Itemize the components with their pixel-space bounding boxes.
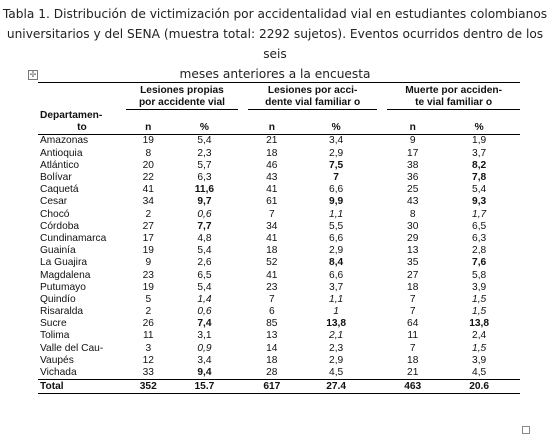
dept-cell: Risaralda xyxy=(40,306,84,318)
n-cell: 41 xyxy=(266,184,278,196)
spacer-cell xyxy=(377,196,387,208)
n-cell: 13 xyxy=(266,330,278,342)
spacer-cell xyxy=(377,245,387,257)
n-cell: 64 xyxy=(407,318,419,330)
pct-cell: 5,4 xyxy=(472,184,487,196)
spacer-cell xyxy=(377,282,387,294)
n-cell: 23 xyxy=(142,269,154,281)
dept-cell: Magdalena xyxy=(40,269,91,281)
col-n: n xyxy=(126,122,171,135)
spacer-cell xyxy=(238,330,248,342)
pct-cell: 3,4 xyxy=(197,354,212,366)
n-cell: 18 xyxy=(266,354,278,366)
pct-cell: 6,3 xyxy=(197,172,212,184)
table-row xyxy=(38,135,520,148)
n-cell: 19 xyxy=(142,135,154,147)
pct-cell: 9,7 xyxy=(197,196,212,208)
pct-cell: 1,9 xyxy=(472,135,487,147)
spacer-cell xyxy=(377,221,387,233)
spacer-cell xyxy=(377,233,387,245)
caption-line: Tabla 1. Distribución de victimización por accidentalidad vial en estudiantes colombianos xyxy=(2,7,548,21)
pct-cell: 2,9 xyxy=(329,245,344,257)
table-row xyxy=(38,269,520,281)
col-pct: % xyxy=(295,122,377,135)
n-cell: 7 xyxy=(409,293,416,305)
spacer-cell xyxy=(238,148,248,160)
pct-cell: 2,3 xyxy=(329,342,344,354)
dept-cell: Atlántico xyxy=(40,159,80,171)
pct-cell: 2,8 xyxy=(472,245,487,257)
pct-cell: 1,1 xyxy=(329,293,344,305)
table-row xyxy=(38,294,520,306)
n-cell: 8 xyxy=(409,208,416,220)
dept-cell: Córdoba xyxy=(40,220,80,232)
group-header-line: Lesiones por acci- xyxy=(267,85,358,96)
spacer-cell xyxy=(238,221,248,233)
spacer-cell xyxy=(377,148,387,160)
n-cell: 35 xyxy=(407,257,419,269)
pct-cell: 3,7 xyxy=(472,147,487,159)
n-cell: 8 xyxy=(145,147,152,159)
pct-cell: 7,4 xyxy=(197,318,212,330)
pct-cell: 6,6 xyxy=(329,184,344,196)
total-cell: 352 xyxy=(126,380,171,394)
spacer-cell xyxy=(377,135,387,148)
dept-cell: Cesar xyxy=(40,196,68,208)
group-header-line: te vial familiar o xyxy=(415,97,493,108)
pct-cell: 9,9 xyxy=(329,196,344,208)
group-header-line: Lesiones propias xyxy=(140,85,224,96)
pct-cell: 7 xyxy=(333,172,339,184)
pct-cell: 4,5 xyxy=(472,367,487,379)
n-cell: 41 xyxy=(266,232,278,244)
spacer-cell xyxy=(238,196,248,208)
pct-cell: 6,6 xyxy=(329,232,344,244)
col-pct: % xyxy=(438,122,520,135)
pct-cell: 5,4 xyxy=(197,135,212,147)
pct-cell: 2,1 xyxy=(329,330,344,342)
n-cell: 7 xyxy=(268,208,275,220)
spacer-cell xyxy=(377,160,387,172)
spacer-cell xyxy=(238,245,248,257)
table-caption xyxy=(0,4,550,84)
spacer-cell xyxy=(238,367,248,380)
victimization-table xyxy=(38,82,520,394)
pct-cell: 7,8 xyxy=(472,172,487,184)
spacer-cell xyxy=(238,269,248,281)
group-header-line: por accidente vial xyxy=(138,97,225,108)
spacer-cell xyxy=(377,209,387,221)
resize-handle[interactable] xyxy=(522,426,530,434)
dept-cell: Cundinamarca xyxy=(40,232,107,244)
n-cell: 20 xyxy=(142,159,154,171)
move-anchor-icon[interactable]: ✢ xyxy=(29,70,37,79)
dept-cell: Chocó xyxy=(40,208,70,220)
pct-cell: 1 xyxy=(333,306,339,318)
n-cell: 34 xyxy=(266,220,278,232)
n-cell: 34 xyxy=(142,196,154,208)
pct-cell: 1,5 xyxy=(472,306,487,318)
n-cell: 11 xyxy=(407,330,418,342)
n-cell: 7 xyxy=(409,342,416,354)
spacer-cell xyxy=(238,257,248,269)
pct-cell: 13,8 xyxy=(326,318,347,330)
n-cell: 13 xyxy=(407,245,419,257)
n-cell: 52 xyxy=(266,257,278,269)
pct-cell: 8,4 xyxy=(329,257,344,269)
spacer-cell xyxy=(377,306,387,318)
pct-cell: 0,6 xyxy=(197,306,212,318)
n-cell: 14 xyxy=(266,342,278,354)
pct-cell: 3,9 xyxy=(472,354,487,366)
table-row xyxy=(38,160,520,172)
spacer-cell xyxy=(238,282,248,294)
spacer-cell xyxy=(238,318,248,330)
pct-cell: 2,9 xyxy=(329,147,344,159)
spacer-cell xyxy=(238,160,248,172)
n-cell: 25 xyxy=(407,184,419,196)
pct-cell: 6,6 xyxy=(329,269,344,281)
dept-header-line: Departamen- xyxy=(40,110,103,122)
total-cell: 15.7 xyxy=(171,380,238,394)
spacer-cell xyxy=(238,172,248,184)
total-cell: 20.6 xyxy=(438,380,520,394)
pct-cell: 5,4 xyxy=(197,281,212,293)
dept-cell: Vichada xyxy=(40,367,77,379)
total-label: Total xyxy=(38,380,126,394)
n-cell: 61 xyxy=(266,196,278,208)
n-cell: 22 xyxy=(142,172,154,184)
n-cell: 36 xyxy=(407,172,419,184)
n-cell: 18 xyxy=(407,354,419,366)
group-header-lesiones-propias xyxy=(126,83,238,110)
pct-cell: 6,5 xyxy=(197,269,212,281)
n-cell: 23 xyxy=(266,281,278,293)
dept-cell: Antioquia xyxy=(40,147,83,159)
pct-cell: 13,8 xyxy=(469,318,490,330)
spacer-cell xyxy=(238,355,248,367)
table-row xyxy=(38,355,520,367)
group-header-line: dente vial familiar o xyxy=(265,97,361,108)
dept-header xyxy=(38,83,126,110)
spacer-cell xyxy=(377,184,387,196)
dept-cell: Vaupés xyxy=(40,354,74,366)
table-row xyxy=(38,209,520,221)
table-row xyxy=(38,330,520,342)
n-cell: 27 xyxy=(407,269,419,281)
spacer-cell xyxy=(238,135,248,148)
n-cell: 2 xyxy=(145,306,152,318)
table-row xyxy=(38,233,520,245)
n-cell: 17 xyxy=(142,232,154,244)
pct-cell: 1,1 xyxy=(329,208,344,220)
pct-cell: 2,6 xyxy=(197,257,212,269)
pct-cell: 5,5 xyxy=(329,220,344,232)
n-cell: 12 xyxy=(142,354,154,366)
table-row xyxy=(38,367,520,380)
pct-cell: 2,9 xyxy=(329,354,344,366)
n-cell: 3 xyxy=(145,342,152,354)
pct-cell: 6,3 xyxy=(472,232,487,244)
n-cell: 5 xyxy=(145,293,152,305)
n-cell: 21 xyxy=(266,135,278,147)
dept-cell: Amazonas xyxy=(40,135,89,147)
spacer-cell xyxy=(377,294,387,306)
dept-cell: Tolima xyxy=(40,330,70,342)
spacer-cell xyxy=(238,343,248,355)
spacer-cell xyxy=(238,294,248,306)
dept-cell: Bolívar xyxy=(40,172,72,184)
table-body xyxy=(38,135,520,380)
n-cell: 38 xyxy=(407,159,419,171)
pct-cell: 6,5 xyxy=(472,220,487,232)
dept-cell: Putumayo xyxy=(40,281,86,293)
n-cell: 26 xyxy=(142,318,154,330)
pct-cell: 0,9 xyxy=(197,342,212,354)
dept-cell: Sucre xyxy=(40,318,67,330)
spacer-cell xyxy=(377,343,387,355)
n-cell: 29 xyxy=(407,232,419,244)
n-cell: 7 xyxy=(409,306,416,318)
pct-cell: 11,6 xyxy=(194,184,215,196)
group-header-lesiones-familiar xyxy=(248,83,377,110)
pct-cell: 7,6 xyxy=(472,257,487,269)
n-cell: 85 xyxy=(266,318,278,330)
pct-cell: 2,4 xyxy=(472,330,487,342)
col-pct: % xyxy=(171,122,238,135)
total-cell: 617 xyxy=(248,380,295,394)
pct-cell: 5,7 xyxy=(197,159,212,171)
total-cell: 27.4 xyxy=(295,380,377,394)
n-cell: 6 xyxy=(268,306,275,318)
col-n: n xyxy=(248,122,295,135)
table-row xyxy=(38,318,520,330)
pct-cell: 0,6 xyxy=(197,208,212,220)
spacer-cell xyxy=(238,209,248,221)
pct-cell: 1,7 xyxy=(472,208,487,220)
pct-cell: 5,8 xyxy=(472,269,487,281)
pct-cell: 1,4 xyxy=(197,293,212,305)
spacer-cell xyxy=(238,233,248,245)
spacer-cell xyxy=(377,269,387,281)
dept-cell: Quindío xyxy=(40,293,76,305)
n-cell: 2 xyxy=(145,208,152,220)
table-row xyxy=(38,306,520,318)
pct-cell: 2,3 xyxy=(197,147,212,159)
n-cell: 19 xyxy=(142,281,154,293)
spacer-cell xyxy=(377,355,387,367)
n-cell: 33 xyxy=(142,367,154,379)
table-row xyxy=(38,282,520,294)
n-cell: 11 xyxy=(142,330,154,342)
dept-header-line: to xyxy=(38,122,126,135)
pct-cell: 7,7 xyxy=(197,220,212,232)
pct-cell: 3,7 xyxy=(329,281,344,293)
spacer-cell xyxy=(377,318,387,330)
n-cell: 9 xyxy=(409,135,416,147)
pct-cell: 4,5 xyxy=(329,367,344,379)
spacer-cell xyxy=(377,257,387,269)
n-cell: 28 xyxy=(266,367,278,379)
n-cell: 21 xyxy=(407,367,419,379)
pct-cell: 5,4 xyxy=(197,245,212,257)
n-cell: 9 xyxy=(145,257,152,269)
n-cell: 17 xyxy=(407,147,419,159)
pct-cell: 3,9 xyxy=(472,281,487,293)
pct-cell: 1,5 xyxy=(472,293,487,305)
spacer-cell xyxy=(238,184,248,196)
n-cell: 41 xyxy=(266,269,278,281)
spacer-cell xyxy=(377,367,387,380)
n-cell: 43 xyxy=(266,172,278,184)
pct-cell: 3,4 xyxy=(329,135,344,147)
n-cell: 27 xyxy=(142,220,154,232)
n-cell: 18 xyxy=(407,281,419,293)
table-row xyxy=(38,245,520,257)
pct-cell: 8,2 xyxy=(472,159,487,171)
n-cell: 43 xyxy=(407,196,419,208)
table-row xyxy=(38,257,520,269)
table-row xyxy=(38,196,520,208)
pct-cell: 9,3 xyxy=(472,196,487,208)
table-row xyxy=(38,172,520,184)
pct-cell: 4,8 xyxy=(197,232,212,244)
n-cell: 7 xyxy=(268,293,275,305)
n-cell: 30 xyxy=(407,220,419,232)
group-header-muerte-familiar xyxy=(387,83,520,110)
caption-line: universitarios y del SENA (muestra total: 2292 sujetos). Eventos ocurridos dentro de los seis xyxy=(6,27,544,61)
n-cell: 18 xyxy=(266,245,278,257)
n-cell: 41 xyxy=(142,184,154,196)
caption-line: meses anteriores a la encuesta xyxy=(179,67,371,81)
n-cell: 18 xyxy=(266,147,278,159)
spacer-cell xyxy=(377,172,387,184)
pct-cell: 3,1 xyxy=(197,330,212,342)
total-row xyxy=(38,380,520,394)
dept-cell: Caquetá xyxy=(40,184,79,196)
col-n: n xyxy=(387,122,438,135)
dept-cell: La Guajira xyxy=(40,257,88,269)
total-cell: 463 xyxy=(387,380,438,394)
table-row xyxy=(38,148,520,160)
table-row xyxy=(38,184,520,196)
pct-cell: 7,5 xyxy=(329,159,344,171)
spacer-cell xyxy=(238,306,248,318)
n-cell: 19 xyxy=(142,245,154,257)
dept-cell: Guainía xyxy=(40,245,76,257)
pct-cell: 1,5 xyxy=(472,342,487,354)
group-header-line: Muerte por acciden- xyxy=(405,85,502,96)
dept-cell: Valle del Cau- xyxy=(40,342,104,354)
spacer-cell xyxy=(377,330,387,342)
pct-cell: 9,4 xyxy=(197,367,212,379)
table-row xyxy=(38,343,520,355)
table-row xyxy=(38,221,520,233)
n-cell: 46 xyxy=(266,159,278,171)
